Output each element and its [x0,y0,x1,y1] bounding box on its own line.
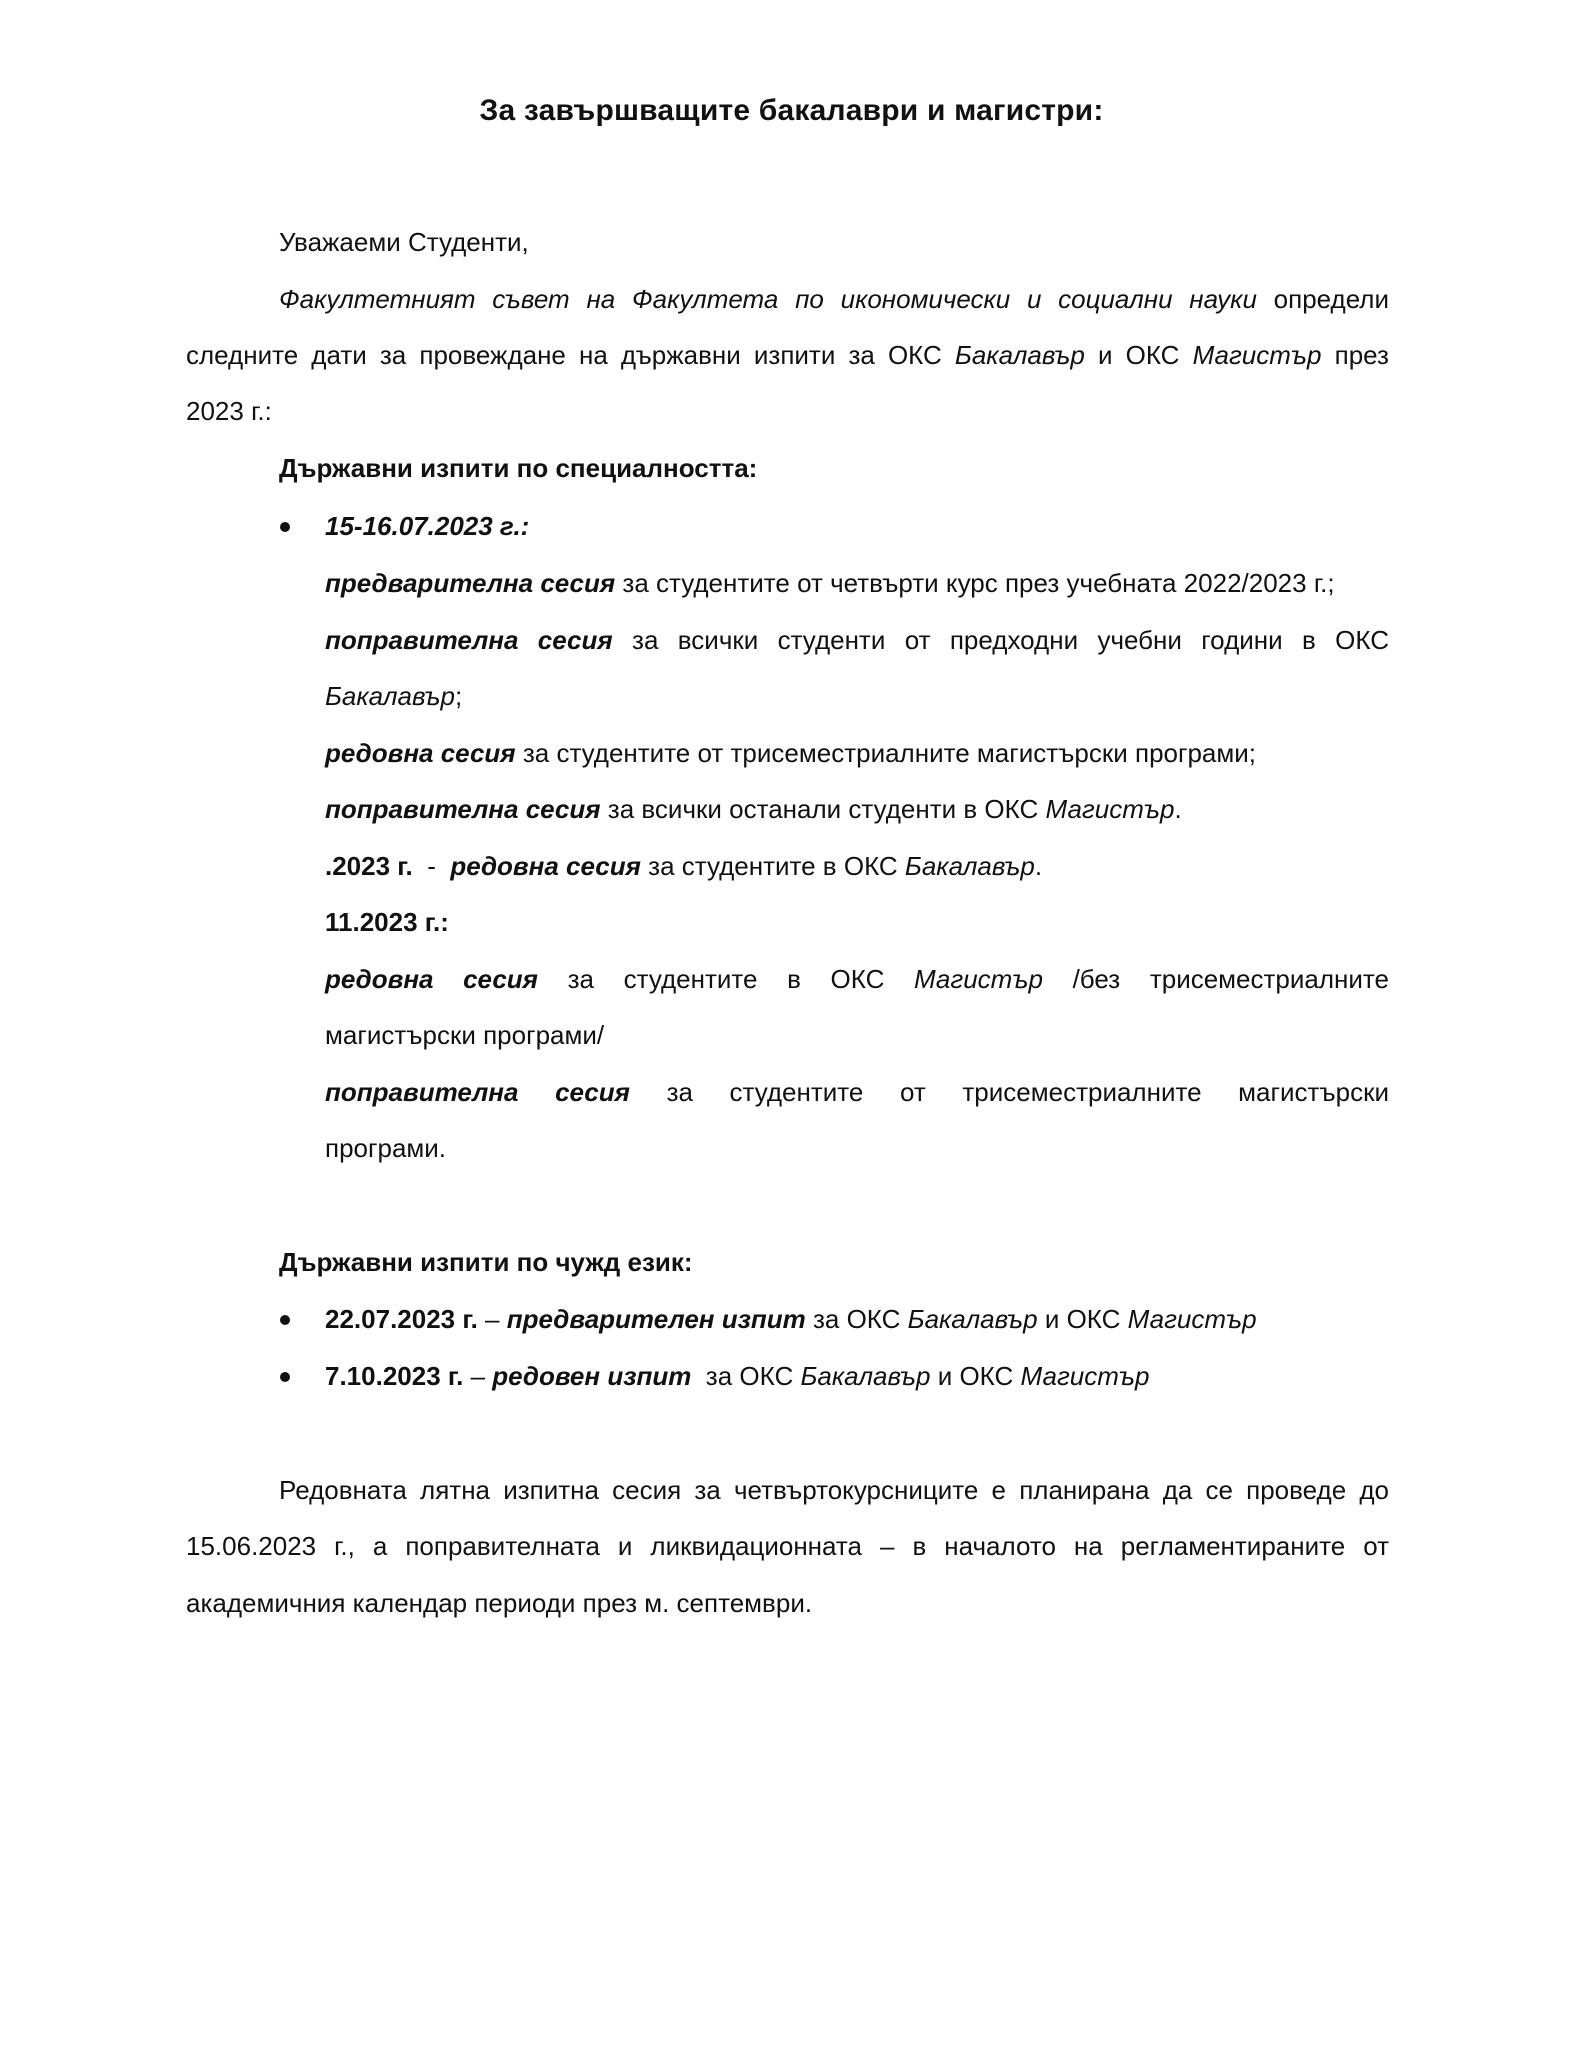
separator: – [463,1361,493,1391]
exam-date-2-line [325,850,1042,882]
intro-text: през [1321,340,1389,370]
session-type: редовна сесия [325,738,516,768]
exam-date: 22.07.2023 г. [325,1304,478,1334]
section-specialty-heading: Държавни изпити по специалността: [279,453,758,483]
session-line [325,737,1256,769]
degree-bachelor: Бакалавър [904,851,1035,881]
session-line [325,624,1389,656]
degree-master: Магистър [1045,794,1175,824]
session-type: редовна сесия [450,851,641,881]
session-type: поправителна сесия [325,625,613,655]
exam-date-1: 15-16.07.2023 г.: [325,511,530,541]
degree-master: Магистър [913,964,1043,994]
closing-line-2: 15.06.2023 г., а поправителната и ликвидационната – в началото на регламентираните от [186,1531,1389,1561]
exam-text: и ОКС [1037,1304,1128,1334]
closing-line-1: Редовната лятна изпитна сесия за четвъртокурсниците е планирана да се проведе до [279,1475,1389,1505]
bullet-icon [280,1372,290,1382]
degree-bachelor: Бакалавър [907,1304,1038,1334]
intro-text: следните дати за провеждане на държавни изпити за ОКС [186,340,955,370]
language-exam-item [325,1360,1150,1392]
exam-type: редовен изпит [492,1361,692,1391]
language-exam-item [325,1303,1257,1335]
bullet-icon [280,522,290,532]
greeting: Уважаеми Студенти, [279,227,529,257]
degree-master: Магистър [1192,340,1322,370]
intro-text: и ОКС [1084,340,1193,370]
session-line [325,567,1335,599]
degree-master: Магистър [1127,1304,1257,1334]
session-type: предварителна сесия [325,568,616,598]
bullet-icon [280,1315,290,1325]
session-text: за студентите от четвърти курс през учебната 2022/2023 г.; [615,568,1335,598]
punctuation: . [1174,794,1182,824]
degree-master: Магистър [1020,1361,1150,1391]
separator: – [477,1304,507,1334]
session-line [325,1076,1389,1108]
session-line-continued [325,680,462,712]
degree-bachelor: Бакалавър [325,681,455,711]
document-title: За завършващите бакалаври и магистри: [479,94,1104,127]
exam-date: 7.10.2023 г. [325,1361,464,1391]
intro-line-1 [279,283,1389,315]
session-text: за студентите от трисеместриалните магистърски програми; [515,738,1257,768]
exam-text: за ОКС [691,1361,801,1391]
session-line-continued: магистърски програми/ [325,1020,605,1050]
exam-date-3: 11.2023 г.: [325,907,449,937]
intro-text: определи [1256,284,1390,314]
separator: - [412,851,451,881]
exam-date-2: .2023 г. [325,851,413,881]
session-line [325,963,1389,995]
closing-line-3: академичния календар периоди през м. септември. [186,1588,813,1618]
punctuation: . [1034,851,1043,881]
session-line [325,793,1182,825]
session-type: поправителна сесия [325,1077,630,1107]
session-type: редовна сесия [325,964,538,994]
session-text: за всички останали студенти в ОКС [600,794,1046,824]
session-text: за студентите в ОКС [640,851,905,881]
session-text: за всички студенти от предходни учебни години в ОКС [612,625,1390,655]
session-type: поправителна сесия [325,794,601,824]
intro-line-2 [186,339,1389,371]
section-language-heading: Държавни изпити по чужд език: [279,1247,693,1277]
session-line-continued: програми. [325,1133,447,1163]
session-text: /без трисеместриалните [1042,964,1389,994]
exam-text: за ОКС [805,1304,908,1334]
exam-text: и ОКС [930,1361,1021,1391]
degree-bachelor: Бакалавър [954,340,1085,370]
session-text: за студентите в ОКС [538,964,914,994]
session-text: за студентите от трисеместриалните магистърски [629,1077,1390,1107]
punctuation: ; [454,681,463,711]
intro-faculty-council: Факултетният съвет на Факултета по икономически и социални науки [279,284,1257,314]
intro-line-3: 2023 г.: [186,396,272,426]
degree-bachelor: Бакалавър [800,1361,931,1391]
exam-type: предварителен изпит [506,1304,806,1334]
